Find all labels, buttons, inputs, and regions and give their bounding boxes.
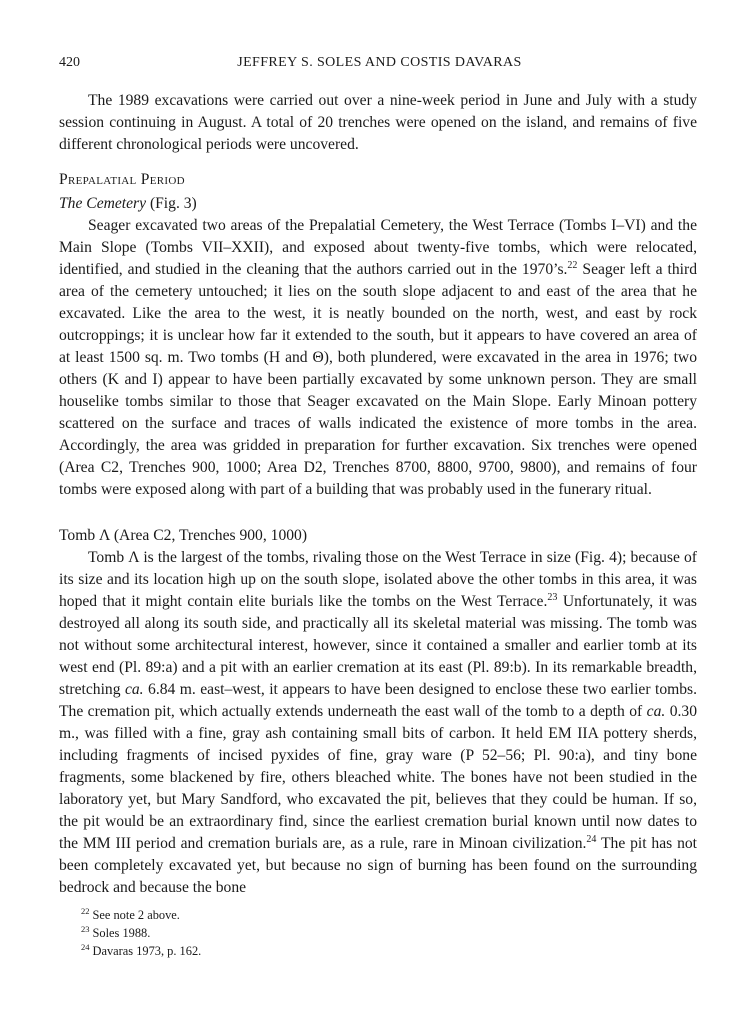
footnote-number: 23 <box>81 923 90 934</box>
tomb-text-c: 6.84 m. east–west, it appears to have been designed to enclose these two earlier tombs. The cremation pit, which actually extends underneath the east wall of the tomb to a depth of <box>59 681 698 720</box>
footnote-ref-23: 23 <box>547 591 558 603</box>
footnotes <box>81 906 201 960</box>
tomb-text-d: 0.30 m., was filled with a fine, gray ash containing small bits of carbon. It held EM IIA pottery sherds, including fragments of incised pyxides of fine, gray ware (P 52–56; Pl. 90:a), and tiny bone fragments, some blackened by fire, others bleached white. The bones have not been studied in the laboratory yet, but Mary Sandford, who excavated the pit, believes that they could be human. If so, the pit would be an extraordinary find, since the earliest cremation burial known until now dates to the MM III period and cremation burials are, as a rule, rare in Minoan civilization. <box>59 703 698 852</box>
footnote-number: 22 <box>81 905 90 916</box>
ca-abbrev-2: ca. <box>646 703 666 720</box>
cemetery-paragraph <box>59 215 697 501</box>
tomb-lambda-subheading: Tomb Λ (Area C2, Trenches 900, 1000) <box>59 527 308 544</box>
footnote <box>81 942 201 960</box>
tomb-text-e: The pit has not been completely excavated yet, but because no sign of burning has been found on the surrounding bedrock and because the bone <box>59 835 697 896</box>
page-header <box>59 55 700 77</box>
running-head: JEFFREY S. SOLES AND COSTIS DAVARAS <box>237 55 522 70</box>
ca-abbrev-1: ca. <box>124 681 144 698</box>
page-number: 420 <box>59 55 80 70</box>
tomb-text-b: Unfortunately, it was destroyed all along its south side, and practically all its skeletal material was missing. The tomb was not without some architectural interest, however, since it contained a smaller and earlier tomb at its west end (Pl. 89:a) and a pit with an earlier cremation at its east (Pl. 89:b). In its remarkable breadth, stretching <box>59 593 697 698</box>
section-heading: Prepalatial Period <box>59 171 185 188</box>
intro-paragraph: The 1989 excavations were carried out over a nine-week period in June and July with a study session continuing in August. A total of 20 trenches were opened on the island, and remains of five different chronological periods were uncovered. <box>59 92 697 153</box>
footnote-number: 24 <box>81 941 90 952</box>
footnote-ref-22: 22 <box>567 259 578 271</box>
intro-paragraph-block <box>59 90 697 156</box>
footnote-text: Soles 1988. <box>92 926 151 940</box>
footnote-text: See note 2 above. <box>92 908 180 922</box>
footnote-text: Davaras 1973, p. 162. <box>92 944 202 958</box>
cemetery-subheading <box>59 193 197 215</box>
cemetery-text-b: Seager left a third area of the cemetery untouched; it lies on the south slope adjacent to and east of the area that he excavated. Like the area to the west, it is neatly bounded on the north, west, and east by rock outcroppings; it is unclear how far it extended to the south, but it appears to have covered an area of at least 1500 sq. m. Two tombs (H and Θ), both plundered, were excavated in the area in 1976; two others (K and I) appear to have been partially excavated by some unknown person. They are small houselike tombs similar to those that Seager excavated on the Main Slope. Early Minoan pottery scattered on the surface and traces of walls indicated the existence of more tombs in the area. Accordingly, the area was gridded in preparation for further excavation. Six trenches were opened (Area C2, Trenches 900, 1000; Area D2, Trenches 8700, 8800, 9700, 9800), and remains of four tombs were exposed along with part of a building that was probably used in the funerary ritual. <box>59 261 697 498</box>
footnote <box>81 924 201 942</box>
cemetery-text-a: Seager excavated two areas of the Prepalatial Cemetery, the West Terrace (Tombs I–VI) and the Main Slope (Tombs VII–XXII), and exposed about twenty-five tombs, which were relocated, identified, and studied in the cleaning that the authors carried out in the 1970’s. <box>59 217 697 278</box>
tomb-lambda-paragraph-block <box>59 547 697 899</box>
cemetery-title: The Cemetery <box>59 195 147 212</box>
tomb-text-a: Tomb Λ is the largest of the tombs, rivaling those on the West Terrace in size (Fig. 4); because of its size and its location high up on the south slope, isolated above the other tombs in this area, it was hoped that it might contain elite burials like the tombs on the West Terrace. <box>59 549 697 610</box>
cemetery-paragraph-block <box>59 215 697 501</box>
footnote <box>81 906 201 924</box>
tomb-lambda-paragraph <box>59 547 697 899</box>
cemetery-fig-ref: (Fig. 3) <box>146 195 197 212</box>
footnote-ref-24: 24 <box>586 833 597 845</box>
